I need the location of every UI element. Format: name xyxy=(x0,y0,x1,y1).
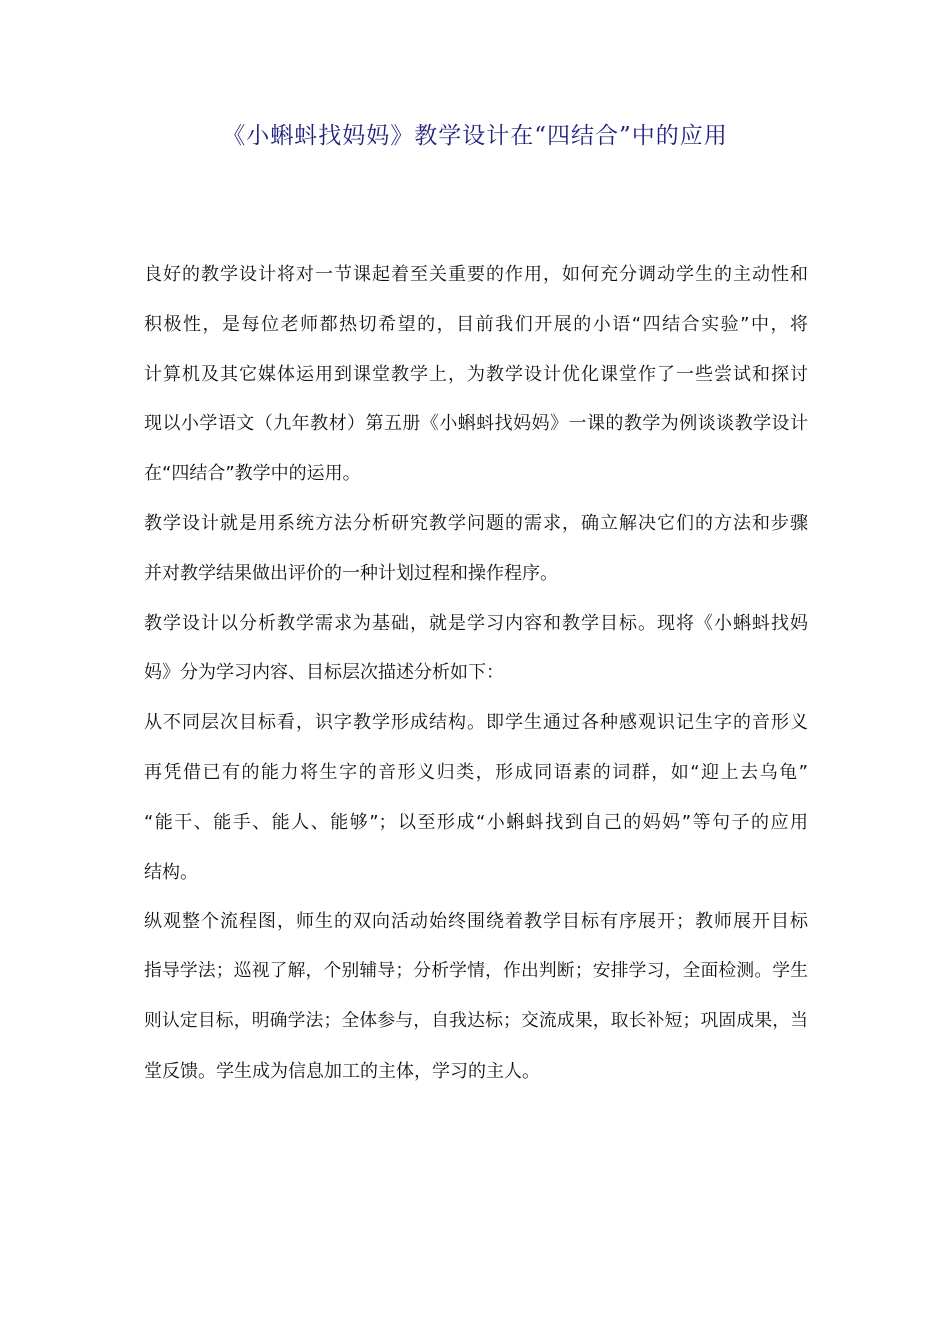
text-line: 则认定目标，明确学法；全体参与，自我达标；交流成果，取长补短；巩固成果，当 xyxy=(144,1010,808,1031)
text-line: 教学设计就是用系统方法分析研究教学问题的需求，确立解决它们的方法和步骤 xyxy=(144,512,808,534)
text-line: 积极性，是每位老师都热切希望的，目前我们开展的小语“四结合实验”中，将 xyxy=(144,313,808,335)
text-line: 并对教学结果做出评价的一种计划过程和操作程序。 xyxy=(144,562,558,584)
text-line: 指导学法；巡视了解，个别辅导；分析学情，作出判断；安排学习，全面检测。学生 xyxy=(144,961,808,982)
text-line: 在“四结合”教学中的运用。 xyxy=(144,463,361,485)
text-line: 良好的教学设计将对一节课起着至关重要的作用，如何充分调动学生的主动性和 xyxy=(144,264,808,285)
text-line: “能干、能手、能人、能够”；以至形成“小蝌蚪找到自己的妈妈”等句子的应用 xyxy=(144,811,808,833)
text-line: 计算机及其它媒体运用到课堂教学上，为教学设计优化课堂作了一些尝试和探讨 xyxy=(144,363,808,385)
document-body xyxy=(144,256,808,1103)
text-line: 结构。 xyxy=(144,861,198,883)
text-line: 从不同层次目标看，识字教学形成结构。即学生通过各种感观识记生字的音形义 xyxy=(144,712,808,734)
text-line: 妈》分为学习内容、目标层次描述分析如下： xyxy=(144,662,504,684)
text-line: 现以小学语文（九年教材）第五册《小蝌蚪找妈妈》一课的教学为例谈谈教学设计 xyxy=(144,413,808,435)
text-line: 纵观整个流程图，师生的双向活动始终围绕着教学目标有序展开；教师展开目标 xyxy=(144,911,808,933)
text-line: 再凭借已有的能力将生字的音形义归类，形成同语素的词群，如“迎上去乌龟” xyxy=(144,761,808,783)
text-line: 堂反馈。学生成为信息加工的主体，学习的主人。 xyxy=(144,1060,540,1082)
document-title: 《小蝌蚪找妈妈》教学设计在“四结合”中的应用 xyxy=(222,123,728,149)
text-line: 教学设计以分析教学需求为基础，就是学习内容和教学目标。现将《小蝌蚪找妈 xyxy=(144,612,808,634)
